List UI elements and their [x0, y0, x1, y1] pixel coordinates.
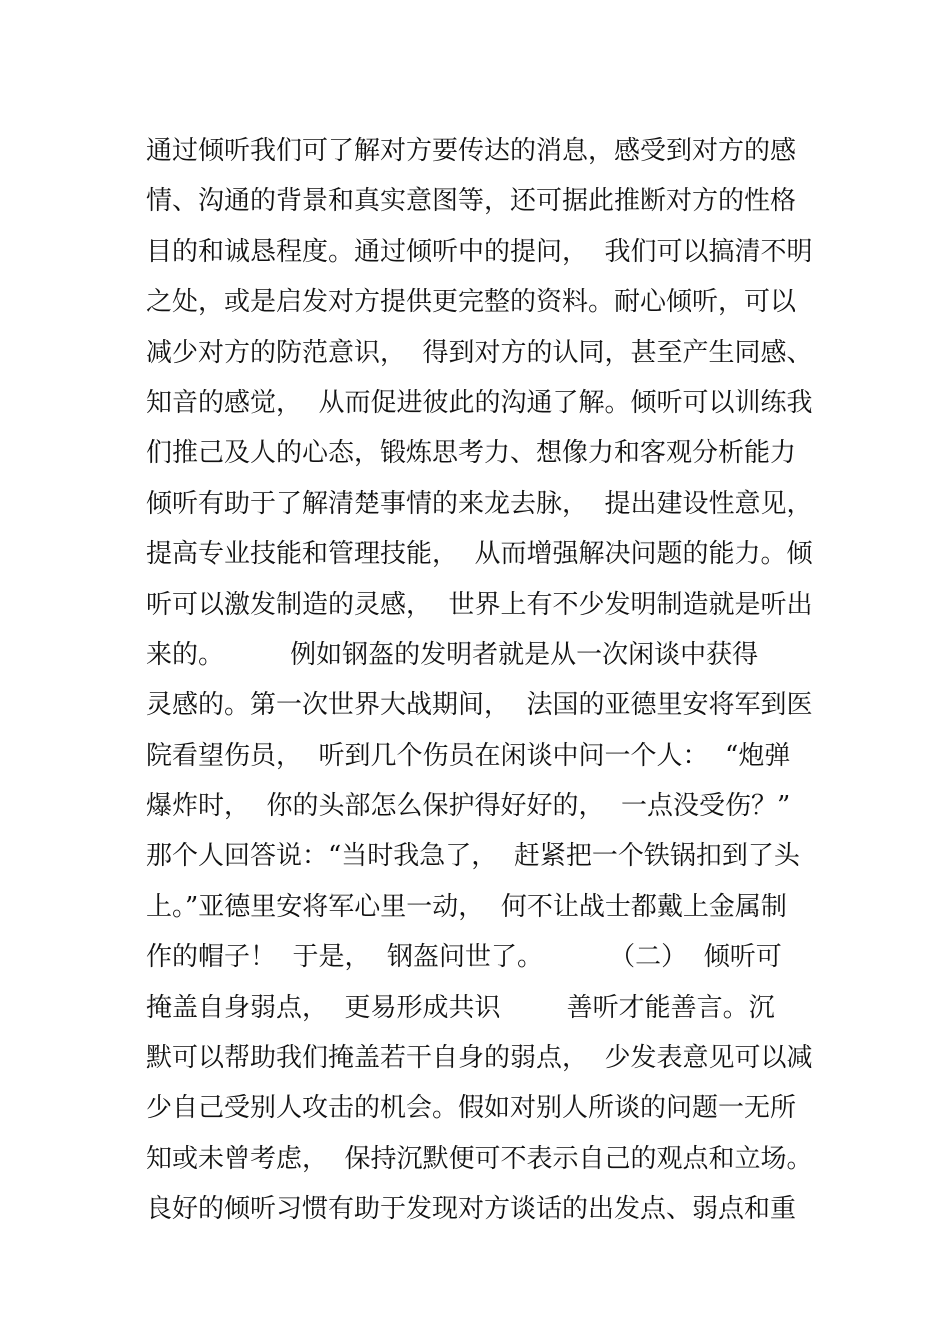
text-line: 良好的倾听习惯有助于发现对方谈话的出发点、弱点和重 [146, 1194, 797, 1225]
text-line: 之处，或是启发对方提供更完整的资料。耐心倾听，可以 [146, 287, 797, 318]
text-line: 情、沟通的背景和真实意图等，还可据此推断对方的性格 [146, 186, 797, 217]
text-line: 爆炸时， 你的头部怎么保护得好好的， 一点没受伤？” [146, 791, 791, 822]
text-line: 院看望伤员， 听到几个伤员在闲谈中问一个人： “炮弹 [146, 740, 791, 771]
text-line: 灵感的。第一次世界大战期间， 法国的亚德里安将军到医 [146, 690, 813, 721]
text-line: 知音的感觉， 从而促进彼此的沟通了解。倾听可以训练我 [146, 387, 813, 418]
text-line: 减少对方的防范意识， 得到对方的认同，甚至产生同感、 [146, 337, 813, 368]
text-line: 通过倾听我们可了解对方要传达的消息，感受到对方的感 [146, 136, 797, 166]
text-line: 们推己及人的心态，锻炼思考力、想像力和客观分析能力 [146, 438, 797, 469]
text-line: 知或未曾考虑， 保持沉默便可不表示自己的观点和立场。 [146, 1143, 813, 1174]
text-line: 少自己受别人攻击的机会。假如对别人所谈的问题一无所 [146, 1093, 797, 1124]
text-line: 掩盖自身弱点， 更易形成共识 善听才能善言。沉 [146, 992, 775, 1023]
text-line: 提高专业技能和管理技能， 从而增强解决问题的能力。倾 [146, 539, 813, 570]
text-line: 那个人回答说：“当时我急了， 赶紧把一个铁锅扣到了头 [146, 841, 800, 872]
text-line: 倾听有助于了解清楚事情的来龙去脉， 提出建设性意见， [146, 488, 813, 519]
text-line: 默可以帮助我们掩盖若干自身的弱点， 少发表意见可以减 [146, 1043, 813, 1074]
text-line: 来的。 例如钢盔的发明者就是从一次闲谈中获得 [146, 639, 759, 670]
text-line: 上。”亚德里安将军心里一动， 何不让战士都戴上金属制 [146, 891, 787, 922]
body-text [146, 126, 816, 1235]
text-line: 作的帽子！ 于是， 钢盔问世了。 （二） 倾听可 [146, 942, 782, 973]
text-line: 目的和诚恳程度。通过倾听中的提问， 我们可以搞清不明 [146, 236, 813, 267]
text-line: 听可以激发制造的灵感， 世界上有不少发明制造就是听出 [146, 589, 813, 620]
